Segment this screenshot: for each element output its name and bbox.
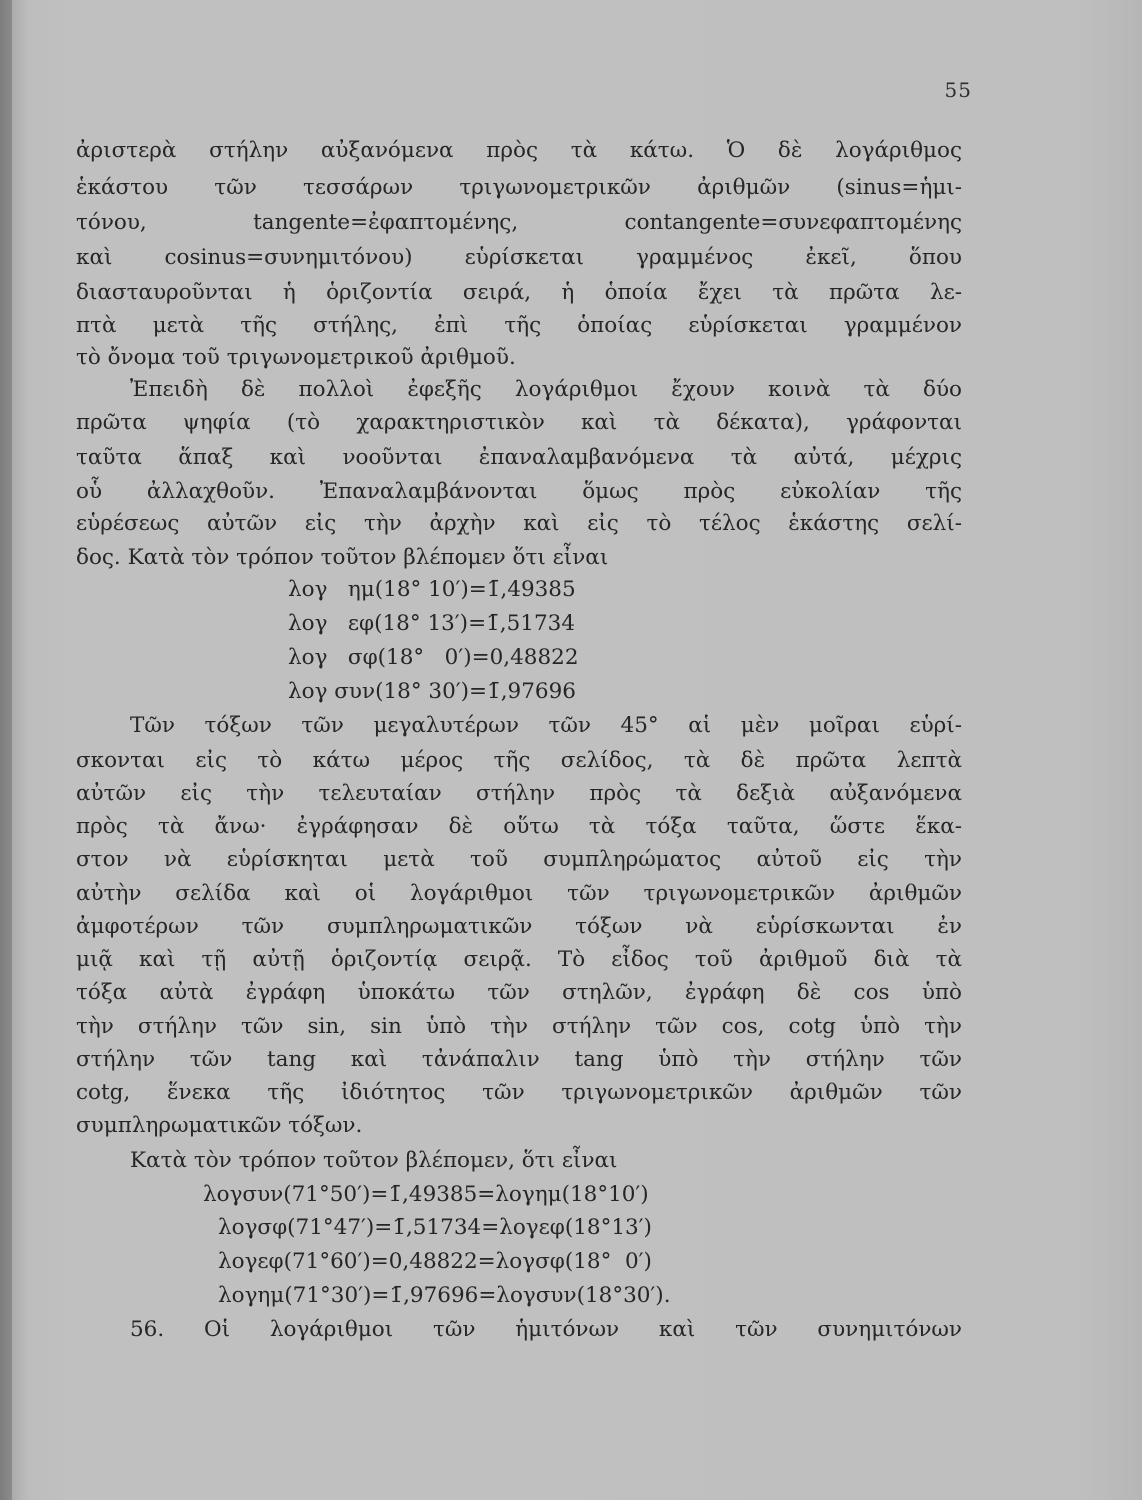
text-line: πρὸς τὰ ἄνω· ἐγράφησαν δὲ οὕτω τὰ τόξα ταῦτα, ὥστε ἕκα- — [76, 814, 962, 839]
text-line: καὶ cosinus=συνημιτόνου) εὑρίσκεται γραμμένος ἐκεῖ, ὅπου — [76, 245, 962, 270]
text-line: συμπληρωματικῶν τόξων. — [76, 1113, 363, 1138]
text-line: διασταυροῦνται ἡ ὁριζοντία σειρά, ἡ ὁποία ἔχει τὰ πρῶτα λε- — [76, 280, 962, 305]
formula-line: λογ ημ(18° 10′)=1̄,49385 — [288, 577, 576, 602]
text-line: Τῶν τόξων τῶν μεγαλυτέρων τῶν 45° αἱ μὲν μοῖραι εὑρί- — [130, 713, 962, 738]
text-line: ἀριστερὰ στήλην αὐξανόμενα πρὸς τὰ κάτω. Ὁ δὲ λογάριθμος — [76, 138, 962, 163]
text-line: πτὰ μετὰ τῆς στήλης, ἐπὶ τῆς ὁποίας εὑρίσκεται γραμμένον — [76, 313, 962, 338]
text-line: αὐτὴν σελίδα καὶ οἱ λογάριθμοι τῶν τριγωνομετρικῶν ἀριθμῶν — [76, 881, 962, 906]
text-line: εὑρέσεως αὐτῶν εἰς τὴν ἀρχὴν καὶ εἰς τὸ τέλος ἑκάστης σελί- — [76, 511, 962, 536]
binding-shadow — [0, 0, 12, 1500]
section-heading-line: 56. Οἱ λογάριθμοι τῶν ἡμιτόνων καὶ τῶν συνημιτόνων — [130, 1317, 962, 1342]
formula-line: λογ συν(18° 30′)=1̄,97696 — [288, 679, 576, 704]
formula-line: λογσυν(71°50′)=1̄,49385=λογημ(18°10′) — [203, 1182, 649, 1207]
text-line: στήλην τῶν tang καὶ τἀνάπαλιν tang ὑπὸ τὴν στήλην τῶν — [76, 1047, 962, 1072]
text-line: ἑκάστου τῶν τεσσάρων τριγωνομετρικῶν ἀριθμῶν (sinus=ἡμι- — [76, 175, 962, 200]
text-line: τὴν στήλην τῶν sin, sin ὑπὸ τὴν στήλην τῶν cos, cotg ὑπὸ τὴν — [76, 1014, 962, 1039]
text-line: τόνου, tangente=ἐφαπτομένης, contangente=συνεφαπτομένης — [76, 210, 962, 235]
formula-line: λογσφ(71°47′)=1̄,51734=λογεφ(18°13′) — [218, 1215, 652, 1240]
formula-line: λογεφ(71°60′)=0,48822=λογσφ(18° 0′) — [218, 1249, 652, 1274]
text-line: ἀμφοτέρων τῶν συμπληρωματικῶν τόξων νὰ εὑρίσκωνται ἐν — [76, 914, 962, 939]
text-line: πρῶτα ψηφία (τὸ χαρακτηριστικὸν καὶ τὰ δέκατα), γράφονται — [76, 410, 962, 435]
text-line: cotg, ἕνεκα τῆς ἰδιότητος τῶν τριγωνομετρικῶν ἀριθμῶν τῶν — [76, 1080, 962, 1105]
text-line: αὐτῶν εἰς τὴν τελευταίαν στήλην πρὸς τὰ δεξιὰ αὐξανόμενα — [76, 781, 962, 806]
text-line: τόξα αὐτὰ ἐγράφη ὑποκάτω τῶν στηλῶν, ἐγράφη δὲ cos ὑπὸ — [76, 980, 962, 1005]
text-line: ταῦτα ἅπαξ καὶ νοοῦνται ἐπαναλαμβανόμενα τὰ αὐτά, μέχρις — [76, 445, 962, 470]
formula-line: λογ σφ(18° 0′)=0,48822 — [288, 645, 579, 670]
text-line: σκονται εἰς τὸ κάτω μέρος τῆς σελίδος, τὰ δὲ πρῶτα λεπτὰ — [76, 748, 962, 773]
text-line: μιᾷ καὶ τῇ αὐτῇ ὁριζοντίᾳ σειρᾷ. Τὸ εἶδος τοῦ ἀριθμοῦ διὰ τὰ — [76, 947, 962, 972]
text-line: στον νὰ εὑρίσκηται μετὰ τοῦ συμπληρώματος αὐτοῦ εἰς τὴν — [76, 847, 962, 872]
text-line: δος. Κατὰ τὸν τρόπον τοῦτον βλέπομεν ὅτι εἶναι — [76, 545, 609, 570]
text-line: τὸ ὄνομα τοῦ τριγωνομετρικοῦ ἀριθμοῦ. — [76, 345, 516, 370]
text-line: Κατὰ τὸν τρόπον τοῦτον βλέπομεν, ὅτι εἶναι — [130, 1148, 618, 1173]
formula-line: λογ εφ(18° 13′)=1̄,51734 — [288, 611, 575, 636]
text-line: οὗ ἀλλαχθοῦν. Ἐπαναλαμβάνονται ὅμως πρὸς εὐκολίαν τῆς — [76, 479, 962, 504]
formula-line: λογημ(71°30′)=1̄,97696=λογσυν(18°30′). — [218, 1283, 671, 1308]
page-number: 55 — [944, 78, 972, 102]
text-line: Ἐπειδὴ δὲ πολλοὶ ἐφεξῆς λογάριθμοι ἔχουν κοινὰ τὰ δύο — [130, 377, 962, 402]
